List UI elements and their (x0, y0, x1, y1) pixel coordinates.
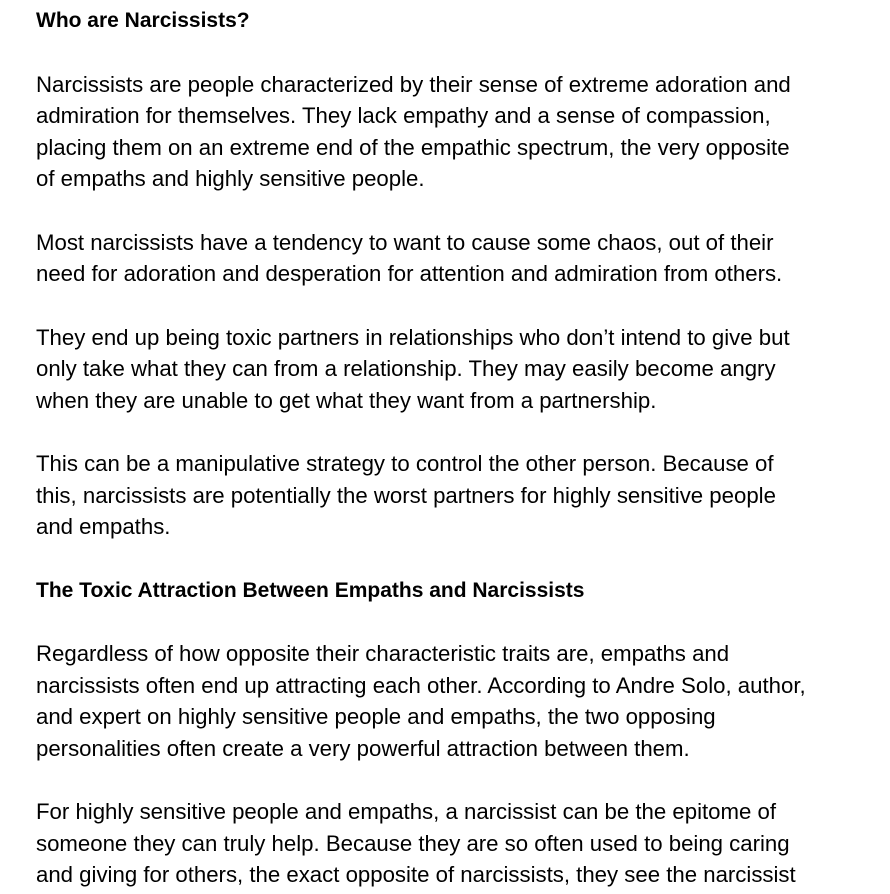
text-line: only take what they can from a relationship. They may easily become angry (36, 356, 776, 381)
section-heading-toxic-attraction: The Toxic Attraction Between Empaths and Narcissists (36, 578, 585, 602)
text-line: need for adoration and desperation for attention and admiration from others. (36, 261, 783, 286)
text-line: Regardless of how opposite their characteristic traits are, empaths and (36, 641, 730, 666)
text-line: narcissists often end up attracting each other. According to Andre Solo, author, (36, 672, 806, 698)
text-line: They end up being toxic partners in relationships who don’t intend to give but (36, 324, 790, 350)
text-line: For highly sensitive people and empaths, a narcissist can be the epitome of (36, 799, 776, 824)
text-line: This can be a manipulative strategy to control the other person. Because of (36, 451, 774, 476)
paragraph-empaths-help (36, 796, 876, 891)
text-line: Narcissists are people characterized by their sense of extreme adoration and (36, 71, 791, 97)
text-line: someone they can truly help. Because they are so often used to being caring (36, 830, 790, 856)
text-line: personalities often create a very powerful attraction between them. (36, 735, 690, 761)
paragraph-toxic-partners (36, 322, 876, 417)
text-line: admiration for themselves. They lack empathy and a sense of compassion, (36, 103, 771, 128)
document-page (36, 0, 876, 891)
text-line: placing them on an extreme end of the empathic spectrum, the very opposite (36, 134, 790, 160)
text-line: when they are unable to get what they want from a partnership. (36, 387, 657, 413)
paragraph-chaos (36, 227, 876, 290)
paragraph-manipulation (36, 448, 876, 543)
paragraph-definition (36, 69, 876, 195)
text-line: and empaths. (36, 514, 171, 539)
paragraph-attraction (36, 638, 876, 764)
section-heading-who-are-narcissists: Who are Narcissists? (36, 9, 250, 32)
text-line: Most narcissists have a tendency to want to cause some chaos, out of their (36, 229, 774, 255)
text-line: and giving for others, the exact opposite of narcissists, they see the narcissist (36, 862, 796, 887)
text-line: this, narcissists are potentially the worst partners for highly sensitive people (36, 482, 776, 508)
text-line: and expert on highly sensitive people and empaths, the two opposing (36, 704, 716, 729)
text-line: of empaths and highly sensitive people. (36, 166, 425, 191)
